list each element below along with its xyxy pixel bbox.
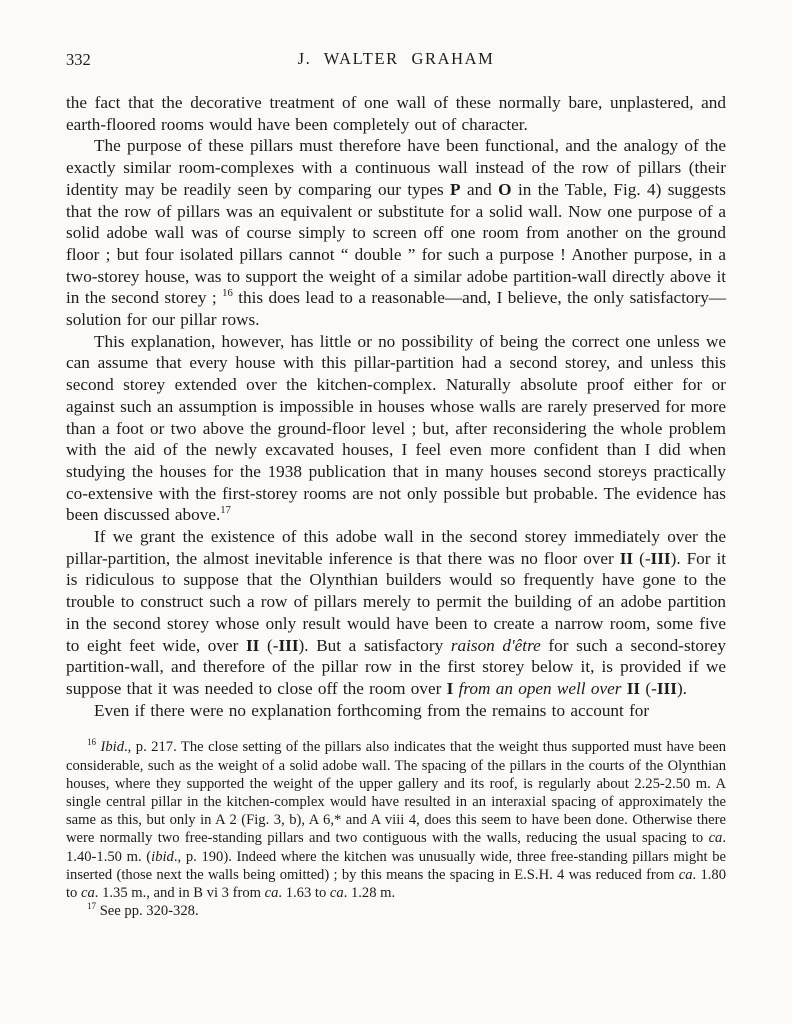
text-segment: raison d'être: [450, 635, 541, 655]
text-segment: in the Table, Fig. 4) suggests that the row of pillars was an equivalent or substitute for a solid wall. Now one purpose of a solid adobe wall was of course simply to screen off one room from another on the ground floor ; but four isolated pillars cannot “ double ” for such a purpose ! Another purpose, in a two-storey house, was to support the weight of a similar adobe partition-wall directly above it in the second storey ;: [66, 179, 726, 308]
paragraph: [66, 331, 726, 526]
paragraph: [66, 526, 726, 700]
text-segment: I: [446, 678, 454, 698]
text-segment: ).: [676, 678, 687, 698]
body-text: [66, 92, 726, 721]
text-segment: II: [619, 548, 634, 568]
footnote-reference: 16: [87, 737, 97, 748]
text-segment: from an open well over: [458, 678, 622, 698]
text-segment: . 1.63 to: [278, 885, 330, 902]
text-segment: See pp. 320-328.: [96, 903, 199, 920]
footnote-reference: 16: [222, 288, 233, 300]
text-segment: the fact that the decorative treatment of one wall of these normally bare, unplastered, and earth-floored rooms would have been completely out of character.: [66, 93, 726, 134]
text-segment: (-: [640, 678, 657, 698]
text-segment: ca: [678, 866, 693, 883]
text-segment: this does lead to a reasonable—and, I believe, the only satisfactory—solution for our pillar rows.: [66, 288, 727, 330]
text-segment: II: [245, 635, 260, 655]
text-segment: Even if there were no explanation forthcoming from the remains to account for: [94, 700, 650, 720]
text-segment: III: [278, 635, 299, 655]
text-segment: ibid: [151, 848, 174, 865]
page-header: [66, 49, 726, 69]
paragraph: [66, 92, 726, 135]
text-segment: ). But a satisfactory: [298, 635, 451, 655]
text-segment: for such a second-storey partition-wall, and therefore of the pillar row in the first storey below it, is provided if we suppose that it was needed to close off the room over: [66, 635, 726, 698]
text-segment: (-: [259, 635, 279, 655]
footnote: [66, 902, 726, 920]
paragraph: [66, 700, 726, 722]
footnote-reference: 17: [220, 505, 231, 517]
text-segment: O: [498, 179, 512, 199]
text-segment: ., p. 190). Indeed where the kitchen was unusually wide, three free-standing pillars might be inserted (those next the walls being omitted) ; by this means the spacing in E.S.H. 4 was reduced from: [66, 848, 726, 883]
text-segment: ca: [264, 885, 279, 902]
text-segment: II: [626, 678, 641, 698]
text-segment: ca: [708, 830, 723, 847]
text-segment: If we grant the existence of this adobe wall in the second storey immediately over the pillar-partition, the almost inevitable inference is that there was no floor over: [66, 527, 726, 568]
text-segment: This explanation, however, has little or no possibility of being the correct one unless we can assume that every house with this pillar-partition had a second storey, and unless this second storey extended over the kitchen-complex. Naturally absolute proof either for or against such an assumption is impossible in houses whose walls are rarely preserved for more than a foot or two above the ground-floor level ; but, after reconsidering the whole problem with the aid of the newly excavated houses, I feel even more confident than I did when studying the houses for the 1938 publication that in many houses second storeys practically co-extensive with the first-storey rooms are not only possible but probable. The evidence has been discussed above.: [66, 331, 726, 525]
text-segment: ca: [329, 885, 344, 902]
text-segment: ). For it is ridiculous to suppose that the Olynthian builders would so frequently have gone to the trouble to construct such a row of pillars merely to permit the building of an adobe partition in the second storey whose only result would have been to create a narrow room, some five to eight feet wide, over: [66, 548, 727, 655]
text-segment: ca: [81, 885, 95, 902]
text-segment: The purpose of these pillars must therefore have been functional, and the analogy of the exactly similar room-complexes with a continuous wall instead of the row of pillars (their identity may be readily seen by comparing our types: [66, 136, 726, 199]
text-segment: ., p. 217. The close setting of the pillars also indicates that the weight thus supported must have been considerable, such as the weight of a solid adobe wall. The spacing of the pillars in the courts of the Olynthian houses, where they supported the weight of the upper gallery and its roof, is regularly about 2.25-2.50 m. A single central pillar in the kitchen-complex would have resulted in an interaxial spacing of approximately the same as this, but only in A 2 (Fig. 3, b), A 6,* and A viii 4, does this seem to have been done. Otherwise there were normally two free-standing pillars and two contiguous with the walls, reducing the usual spacing to: [66, 739, 726, 847]
running-title: J. WALTER GRAHAM: [297, 49, 495, 68]
footnotes: [66, 738, 726, 920]
text-segment: . 1.80 to: [66, 866, 726, 902]
text-segment: . 1.40-1.50 m. (: [66, 830, 726, 865]
page-number: 332: [66, 50, 91, 69]
text-segment: Ibid: [100, 739, 125, 756]
text-segment: and: [460, 179, 499, 199]
text-segment: P: [450, 179, 461, 199]
text-segment: . 1.28 m.: [343, 885, 396, 902]
text-segment: III: [650, 548, 671, 568]
text-segment: (-: [633, 548, 651, 568]
footnote-reference: 17: [87, 900, 97, 911]
footnote: [66, 738, 726, 902]
text-segment: . 1.35 m., and in B vi 3 from: [94, 885, 265, 902]
text-segment: III: [656, 678, 677, 698]
paragraph: [66, 135, 726, 330]
